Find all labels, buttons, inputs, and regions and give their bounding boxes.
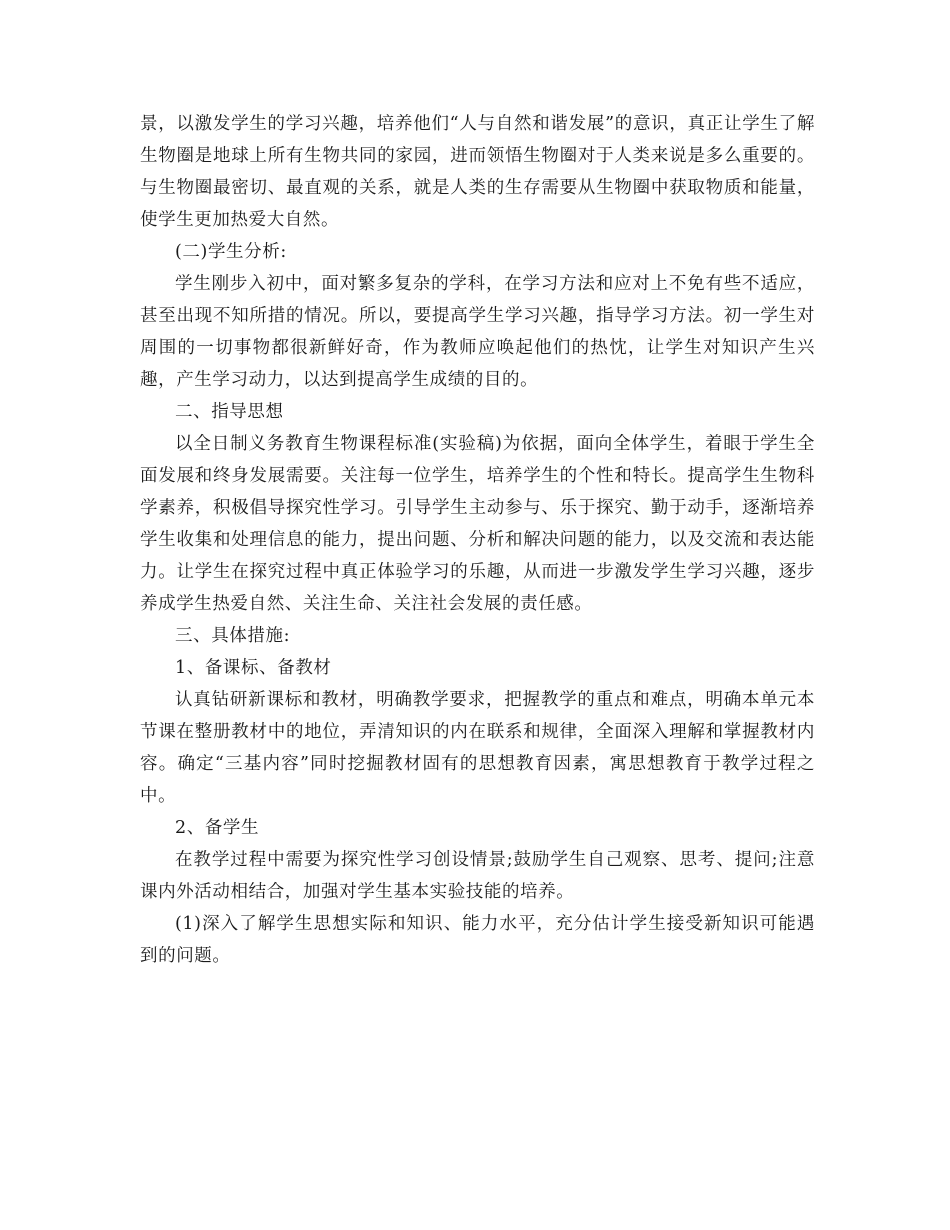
subheading-prepare-students: 2、备学生 [175,818,260,838]
heading-student-analysis: (二)学生分析: [175,242,287,262]
paragraph-intro-continued: 景，以激发学生的学习兴趣，培养他们“人与自然和谐发展”的意识，真正让学生了解生物圈是地球上所有生物共同的家园，进而领悟生物圈对于人类来说是多么重要的。与生物圈最密切、最直观的关系，就是人类的生存需要从生物圈中获取物质和能量，使学生更加热爱大自然。 [140,114,815,230]
paragraph-student-analysis: 学生刚步入初中，面对繁多复杂的学科，在学习方法和应对上不免有些不适应，甚至出现不知所措的情况。所以，要提高学生学习兴趣，指导学习方法。初一学生对周围的一切事物都很新鲜好奇，作为教师应唤起他们的热忱，让学生对知识产生兴趣，产生学习动力，以达到提高学生成绩的目的。 [140,274,815,390]
paragraph-guiding-ideology: 以全日制义务教育生物课程标准(实验稿)为依据，面向全体学生，着眼于学生全面发展和终身发展需要。关注每一位学生，培养学生的个性和特长。提高学生生物科学素养，积极倡导探究性学习。引导学生主动参与、乐于探究、勤于动手，逐渐培养学生收集和处理信息的能力，提出问题、分析和解决问题的能力，以及交流和表达能力。让学生在探究过程中真正体验学习的乐趣，从而进一步激发学生学习兴趣，逐步养成学生热爱自然、关注生命、关注社会发展的责任感。 [140,434,815,614]
heading-guiding-ideology: 二、指导思想 [175,402,284,422]
paragraph-item-1: (1)深入了解学生思想实际和知识、能力水平，充分估计学生接受新知识可能遇到的问题。 [140,914,815,966]
paragraph-prepare-students: 在教学过程中需要为探究性学习创设情景;鼓励学生自己观察、思考、提问;注意课内外活动相结合，加强对学生基本实验技能的培养。 [140,850,815,902]
paragraph-prepare-standards: 认真钻研新课标和教材，明确教学要求，把握教学的重点和难点，明确本单元本节课在整册教材中的地位，弄清知识的内在联系和规律，全面深入理解和掌握教材内容。确定“三基内容”同时挖掘教材固有的思想教育因素，寓思想教育于教学过程之中。 [140,690,815,806]
heading-specific-measures: 三、具体措施: [175,626,291,646]
subheading-prepare-standards: 1、备课标、备教材 [175,658,332,678]
document-body [140,108,815,972]
